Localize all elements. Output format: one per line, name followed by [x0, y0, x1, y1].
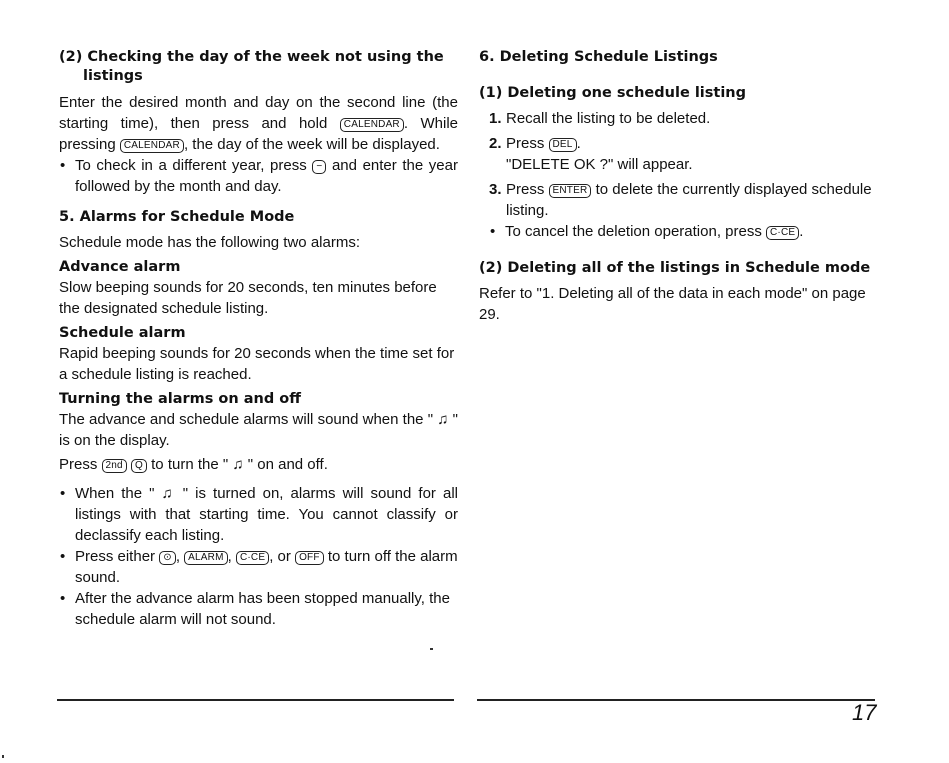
step-1 [479, 108, 879, 129]
alarm-bullet-2-text-b: to turn off the alarm sound. [75, 548, 458, 586]
q-key: Q [131, 459, 147, 473]
refer-text: Refer to "1. Deleting all of the data in each mode" on page 29. [479, 285, 866, 323]
section-2-heading-line1: (2) Checking the day of the week not using the [59, 49, 444, 65]
cce-key: C·CE [236, 551, 269, 565]
section-2-text-c: , the day of the week will be displayed. [183, 136, 440, 153]
step-2-text-a: Press [506, 135, 545, 152]
page-number: 17 [852, 700, 877, 725]
press-instruction [59, 454, 458, 475]
comma: , [227, 548, 232, 565]
schedule-alarm-title: Schedule alarm [59, 325, 186, 341]
section-2-bullet-text-b: and enter the year followed by the month and day. [75, 157, 458, 195]
or-text: , or [269, 548, 291, 565]
alarm-bullet-3 [59, 588, 458, 630]
off-key: OFF [295, 551, 324, 565]
subsection-1-heading: (1) Deleting one schedule listing [479, 85, 746, 101]
press-text-a: Press [59, 456, 98, 473]
subsection-2-heading: (2) Deleting all of the listings in Schedule mode [479, 260, 871, 276]
alarm-bullet-3-text: After the advance alarm has been stopped manually, the schedule alarm will not sound. [75, 590, 450, 628]
section-2-heading-line2: listings [83, 68, 143, 84]
alarm-key: ALARM [184, 551, 227, 565]
step-2-text-b: . [576, 135, 581, 152]
section-2-text-b: . While pressing [59, 115, 459, 153]
scan-speck [2, 755, 4, 758]
del-key: DEL [549, 138, 577, 152]
advance-alarm-text: Slow beeping sounds for 20 seconds, ten minutes before the designated schedule listing. [59, 279, 437, 317]
alarm-bullet-2 [59, 546, 458, 588]
press-text-b: to turn the " ♫ " on and off. [151, 456, 328, 473]
cce-key: C·CE [766, 226, 799, 240]
section-2-heading [59, 48, 458, 86]
turning-alarms-title: Turning the alarms on and off [59, 391, 302, 407]
section-5-heading: 5. Alarms for Schedule Mode [59, 209, 295, 225]
section-2-bullet [59, 155, 458, 197]
advance-alarm-title: Advance alarm [59, 259, 181, 275]
enter-key: ENTER [549, 184, 592, 198]
step-2 [479, 133, 879, 175]
cancel-bullet [489, 221, 879, 242]
step-3-text-a: Press [506, 181, 545, 198]
alarm-bullet-2-text-a: Press either [75, 548, 156, 565]
footer-rule-left [57, 699, 454, 701]
left-column [59, 44, 458, 630]
step-1-number: 1. [489, 110, 502, 127]
bullet-dot: • [60, 548, 66, 565]
section-2-text-a: Enter the desired month and day on the second line (the starting time), then press and hold [59, 94, 458, 132]
turning-alarms-text: The advance and schedule alarms will sound when the " ♫ " is on the display. [59, 411, 458, 449]
alarm-bullet-1 [59, 483, 458, 546]
calendar-key: CALENDAR [340, 118, 404, 132]
cancel-bullet-text-a: To cancel the deletion operation, press [505, 223, 762, 240]
bullet-dot: • [60, 590, 66, 607]
section-2-bullet-text-a: To check in a different year, press [75, 157, 307, 174]
comma: , [175, 548, 180, 565]
alarm-bullet-1-text: When the " ♫ " is turned on, alarms will sound for all listings with that starting time. You cannot classify or declassify each listing. [75, 485, 458, 544]
step-3-text-b: to delete the currently displayed schedule listing. [506, 181, 872, 219]
bullet-dot: • [60, 485, 66, 502]
2nd-key: 2nd [102, 459, 127, 473]
section-5-intro: Schedule mode has the following two alarms: [59, 234, 360, 251]
bullet-dot: • [60, 157, 66, 174]
step-3 [479, 179, 879, 221]
cancel-bullet-text-b: . [799, 223, 804, 240]
scan-speck [430, 648, 433, 650]
section-2-paragraph [59, 92, 458, 155]
step-3-number: 3. [489, 181, 502, 198]
step-2-number: 2. [489, 135, 502, 152]
step-1-text: Recall the listing to be deleted. [506, 110, 711, 127]
right-column [479, 44, 879, 325]
schedule-alarm-text: Rapid beeping sounds for 20 seconds when the time set for a schedule listing is reached. [59, 345, 455, 383]
calendar-key-2: CALENDAR [120, 139, 184, 153]
bullet-dot: • [490, 223, 496, 240]
footer-rule-right [477, 699, 875, 701]
section-6-heading: 6. Deleting Schedule Listings [479, 49, 718, 65]
step-2-message: "DELETE OK ?" will appear. [506, 156, 693, 173]
clock-key: ⊙ [159, 551, 176, 565]
minus-key: − [312, 160, 326, 174]
